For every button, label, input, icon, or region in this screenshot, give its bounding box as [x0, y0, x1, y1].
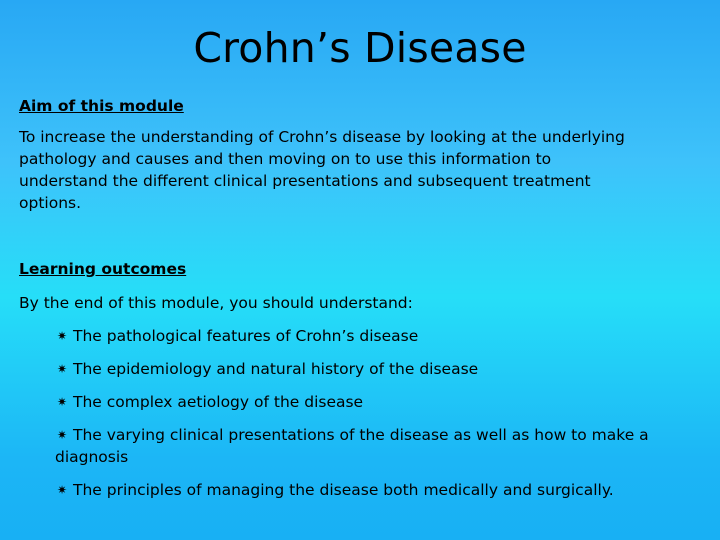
- outcome-item: [19, 479, 709, 501]
- outcome-item: [19, 391, 709, 413]
- aim-text: To increase the understanding of Crohn’s disease by looking at the underlying pathology and causes and then moving on to use this information to understand the different clinical presentations and subsequent treatment options.: [19, 128, 625, 212]
- outcome-item-text: The pathological features of Crohn’s disease: [73, 327, 419, 345]
- slide-title: Crohn’s Disease: [193, 24, 527, 72]
- asterisk-bullet-icon: ✷: [57, 362, 68, 376]
- outcomes-intro: By the end of this module, you should understand:: [19, 294, 413, 312]
- asterisk-bullet-icon: ✷: [57, 428, 68, 442]
- outcome-item: [19, 424, 709, 468]
- asterisk-bullet-icon: ✷: [57, 483, 68, 497]
- outcome-item-text: The principles of managing the disease both medically and surgically.: [73, 481, 614, 499]
- asterisk-bullet-icon: ✷: [57, 395, 68, 409]
- outcome-item-text: The epidemiology and natural history of the disease: [73, 360, 479, 378]
- outcomes-heading: Learning outcomes: [19, 260, 187, 278]
- slide-content: [19, 95, 709, 501]
- outcome-item-text: The complex aetiology of the disease: [73, 393, 364, 411]
- asterisk-bullet-icon: ✷: [57, 329, 68, 343]
- outcomes-list: [19, 325, 709, 501]
- outcome-item: [19, 325, 709, 347]
- outcome-item-text: The varying clinical presentations of the disease as well as how to make a diagnosis: [55, 426, 684, 466]
- outcome-item: [19, 358, 709, 380]
- aim-heading: Aim of this module: [19, 97, 184, 115]
